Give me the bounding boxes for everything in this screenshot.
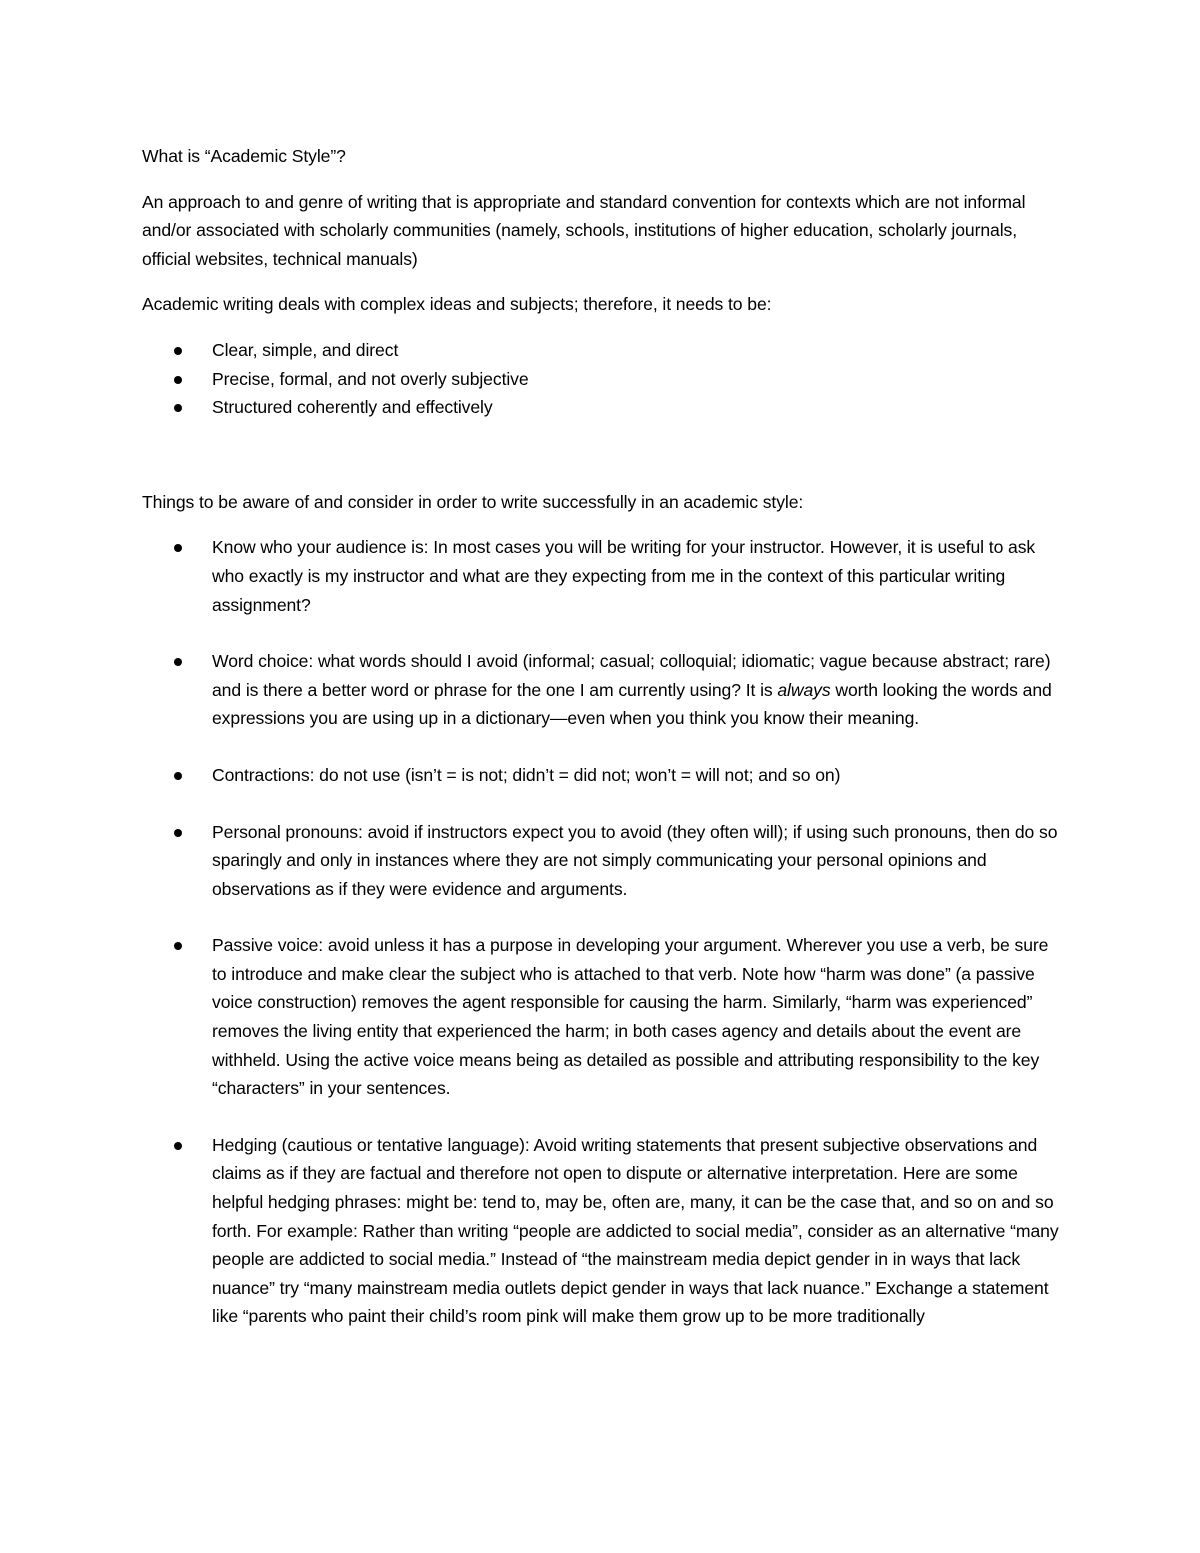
tip-passive: Passive voice: avoid unless it has a purpose in developing your argument. Wherever you use a verb, be sure to introduce and make clear the subject who is attached to that verb. Note how “harm was done” (a passive voice construction) removes the agent responsible for causing the harm. Similarly, “harm was experienced” removes the living entity that experienced the harm; in both cases agency and details about the event are withheld. Using the active voice means being as detailed as possible and attributing responsibility to the key “characters” in your sentences. [212, 935, 1049, 1099]
list-item [142, 647, 1062, 733]
tips-list [142, 533, 1062, 1331]
bullet-icon [174, 347, 182, 355]
list-item [142, 365, 1062, 394]
bullet-icon [174, 658, 182, 666]
page-heading: What is “Academic Style”? [142, 146, 346, 166]
bullet-icon [174, 942, 182, 950]
tip-audience: Know who your audience is: In most cases you will be writing for your instructor. However, it is useful to ask who exactly is my instructor and what are they expecting from me in the context of this particular writing assignment? [212, 537, 1036, 615]
tip-word-choice-emphasis: always [777, 679, 831, 700]
tip-word-choice-b: worth looking the words and expressions you are using up in a dictionary—even when you think you know their meaning. [212, 679, 1052, 729]
requirements-list [142, 336, 1062, 422]
list-item [142, 393, 1062, 422]
list-item-text: Precise, formal, and not overly subjective [212, 368, 529, 389]
bullet-icon [174, 772, 182, 780]
document-page [142, 142, 1062, 1331]
list-item [142, 818, 1062, 904]
list-item [142, 336, 1062, 365]
list-item [142, 761, 1062, 790]
bullet-icon [174, 544, 182, 552]
bullet-icon [174, 376, 182, 384]
list-item-text: Structured coherently and effectively [212, 397, 493, 418]
section-spacer [142, 422, 1062, 488]
bullet-icon [174, 829, 182, 837]
things-intro-paragraph: Things to be aware of and consider in order to write successfully in an academic style: [142, 491, 804, 512]
bullet-icon [174, 1142, 182, 1150]
tip-pronouns: Personal pronouns: avoid if instructors expect you to avoid (they often will); if using such pronouns, then do so sparingly and only in instances where they are not simply communicating your personal opinions and observations as if they were evidence and arguments. [212, 821, 1058, 899]
tip-hedging: Hedging (cautious or tentative language): Avoid writing statements that present subjective observations and claims as if they are factual and therefore not open to dispute or alternative interpretation. Here are some helpful hedging phrases: might be: tend to, may be, often are, many, it can be the case that, and so on and so forth. For example: Rather than writing “people are addicted to social media”, consider as an alternative “many people are addicted to social media.” Instead of “the mainstream media depict gender in in ways that lack nuance” try “many mainstream media outlets depict gender in ways that lack nuance.” Exchange a statement like “parents who paint their child’s room pink will make them grow up to be more traditionally [212, 1134, 1059, 1327]
intro-paragraph: Academic writing deals with complex ideas and subjects; therefore, it needs to be: [142, 294, 772, 315]
list-item [142, 931, 1062, 1103]
definition-paragraph: An approach to and genre of writing that is appropriate and standard convention for contexts which are not informal and/or associated with scholarly communities (namely, schools, institutions of higher education, scholarly journals, official websites, technical manuals) [142, 191, 1026, 269]
list-item [142, 1131, 1062, 1331]
tip-contractions: Contractions: do not use (isn’t = is not; didn’t = did not; won’t = will not; and so on) [212, 764, 841, 785]
list-item-text: Clear, simple, and direct [212, 339, 399, 360]
bullet-icon [174, 404, 182, 412]
tip-word-choice-a: Word choice: what words should I avoid (informal; casual; colloquial; idiomatic; vague because abstract; rare) and is there a better word or phrase for the one I am currently using? It is [212, 651, 1051, 700]
list-item [142, 533, 1062, 619]
